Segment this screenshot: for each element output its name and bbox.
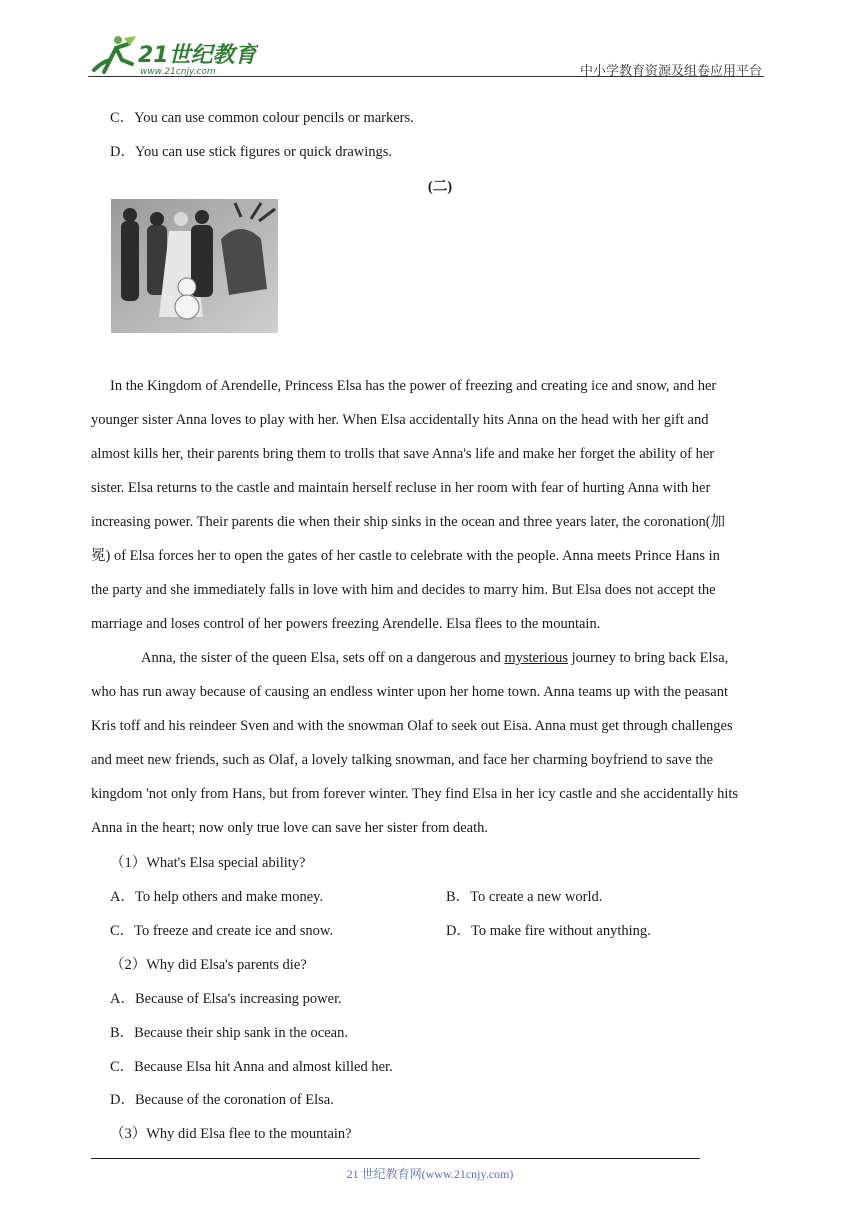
movie-photo [111, 199, 278, 333]
svg-text:www.21cnjy.com: www.21cnjy.com [140, 67, 216, 77]
passage-line: kingdom 'not only from Hans, but from forever winter. They find Elsa in her icy castle and she accidentally hits [91, 786, 739, 802]
option-d: D．Because of the coronation of Elsa. [110, 1092, 334, 1108]
question-stem: （3）Why did Elsa flee to the mountain? [110, 1126, 352, 1142]
option-b: B．To create a new world. [446, 889, 603, 905]
platform-name: 中小学教育资源及组卷应用平台 [579, 63, 762, 78]
svg-text:21世纪教育: 21世纪教育 [138, 43, 257, 68]
option-a: A．Because of Elsa's increasing power. [110, 991, 342, 1007]
question-stem: （1）What's Elsa special ability? [110, 855, 306, 871]
header-divider [88, 76, 764, 77]
runner-icon [94, 36, 136, 72]
passage-line: the party and she immediately falls in love with him and decides to marry him. But Elsa does not accept the [91, 582, 716, 598]
passage-line: 冕) of Elsa forces her to open the gates of her castle to celebrate with the people. Anna meets Prince Hans in [91, 548, 720, 564]
option-c-prev: C．You can use common colour pencils or markers. [110, 110, 414, 126]
passage-line: Anna in the heart; now only true love can save her sister from death. [91, 820, 489, 836]
option-b: B．Because their ship sank in the ocean. [110, 1025, 348, 1041]
option-c: C．Because Elsa hit Anna and almost killed her. [110, 1059, 393, 1075]
passage-line: Kris toff and his reindeer Sven and with the snowman Olaf to seek out Eisa. Anna must get through challenges [91, 718, 733, 734]
option-d: D．To make fire without anything. [446, 923, 651, 939]
passage-line: almost kills her, their parents bring them to trolls that save Anna's life and make her forget the ability of her [91, 446, 715, 462]
footer-text: 21 世纪教育网(www.21cnjy.com) [346, 1167, 514, 1181]
passage-line: Anna, the sister of the queen Elsa, sets off on a dangerous and mysterious journey to bring back Elsa, [141, 650, 729, 666]
footer-divider [91, 1158, 700, 1159]
section-title: (二) [427, 179, 453, 195]
passage-line: who has run away because of causing an endless winter upon her home town. Anna teams up with the peasant [91, 684, 729, 700]
passage-line: In the Kingdom of Arendelle, Princess Elsa has the power of freezing and creating ice and snow, and her [110, 378, 717, 394]
option-d-prev: D．You can use stick figures or quick drawings. [110, 144, 393, 160]
option-a: A．To help others and make money. [110, 889, 324, 905]
option-c: C．To freeze and create ice and snow. [110, 923, 334, 939]
passage-line: younger sister Anna loves to play with her. When Elsa accidentally hits Anna on the head with her gift and [91, 412, 709, 428]
passage-line: increasing power. Their parents die when their ship sinks in the ocean and three years later, the coronation(加 [91, 514, 726, 530]
site-logo [88, 32, 258, 78]
passage-line: marriage and loses control of her powers freezing Arendelle. Elsa flees to the mountain. [91, 616, 601, 632]
underlined-word: mysterious [504, 650, 568, 666]
passage-line: sister. Elsa returns to the castle and maintain herself recluse in her room with fear of hurting Anna with her [91, 480, 711, 496]
question-stem: （2）Why did Elsa's parents die? [110, 957, 307, 973]
passage-line: and meet new friends, such as Olaf, a lovely talking snowman, and face her charming boyfriend to save the [91, 752, 714, 768]
